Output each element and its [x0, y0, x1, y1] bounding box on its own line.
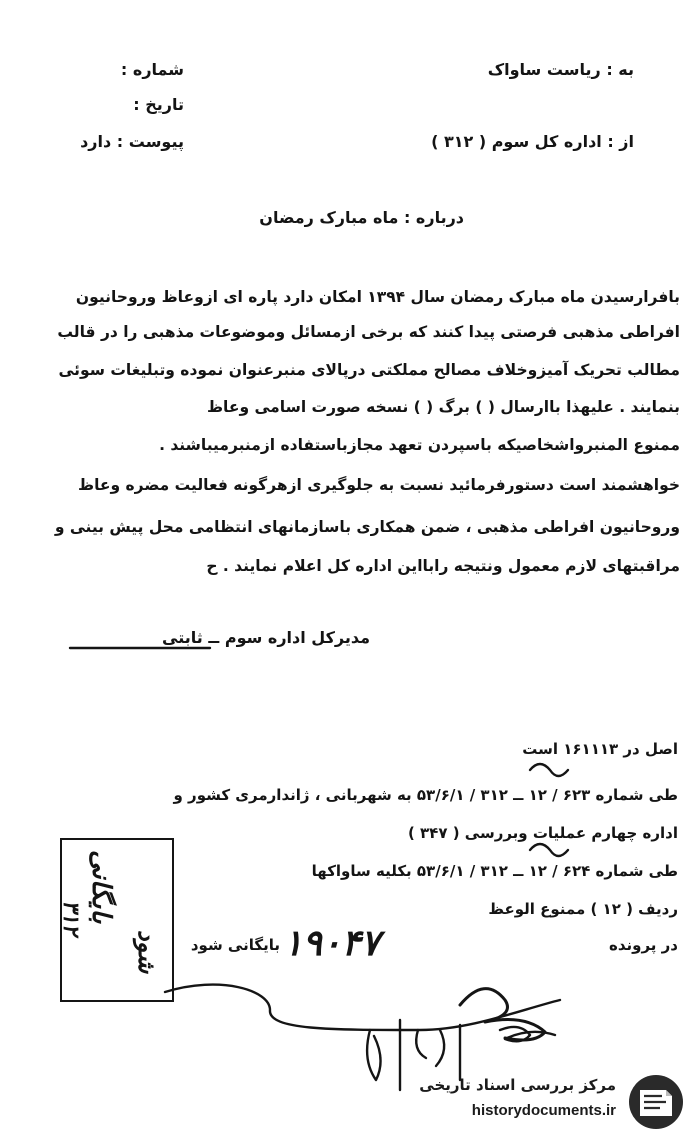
note-line-2: اداره چهارم عملیات وبررسی ( ۳۴۷ ) [407, 824, 678, 842]
note-line-3: طی شماره ۶۲۴ / ۱۲ ــ ۳۱۲ / ۵۳/۶/۱ بکلیه ساواکها [311, 862, 678, 880]
hand-date-1 [367, 1030, 380, 1080]
body-line-7: وروحانیون افراطی مذهبی ، ضمن همکاری باسازمانهای انتظامی محل پیش بینی و [54, 518, 680, 536]
body-line-1: بافرارسیدن ماه مبارک رمضان سال ۱۳۹۴ امکان دارد پاره ای ازوعاظ وروحانیون [75, 288, 680, 306]
body-line-2: افراطی مذهبی فرصتی پیدا کنند که برخی ازمسائل وموضوعات مذهبی را در قالب [57, 323, 680, 341]
body-line-4: بنمایند . علیهذا باارسال ( ) برگ ( ) نسخه صورت اسامی وعاظ [206, 398, 680, 416]
body-line-5: ممنوع المنبرواشخاصیکه باسپردن تعهد مجازباستفاده ازمنبرمیباشند . [159, 436, 680, 454]
number-field: شماره : [120, 60, 184, 79]
date-field: تاریخ : [133, 95, 184, 114]
connector-stroke [165, 985, 560, 1030]
body-line-6: خواهشمند است دستورفرمائید نسبت به جلوگیری ازهرگونه فعالیت مضره وعاظ [77, 476, 680, 494]
to-line: به : ریاست ساواک [487, 60, 634, 79]
attachment-field: پیوست : دارد [80, 132, 184, 151]
hand-mark-624 [530, 844, 568, 856]
watermark-logo-icon [626, 1072, 686, 1132]
note-row: ردیف ( ۱۲ ) ممنوع الوعظ [488, 900, 678, 918]
watermark [386, 1072, 686, 1134]
stamp-text-number: ۳۱۲ [58, 900, 84, 936]
note-file-label: در پرونده [609, 936, 678, 954]
body-line-8: مراقبتهای لازم معمول ونتیجه رابااین اداره کل اعلام نمایند . ح [206, 557, 680, 575]
watermark-title: مرکز بررسی اسناد تاریخی [419, 1076, 616, 1094]
hand-mark-623 [530, 764, 568, 776]
stamp-text-top: بایگانی [86, 850, 116, 924]
signature-line: مدیرکل اداره سوم ــ ثابتی [162, 628, 370, 647]
note-line-1: طی شماره ۶۲۳ / ۱۲ ــ ۳۱۲ / ۵۳/۶/۱ به شهربانی ، ژاندارمری کشور و [173, 786, 678, 804]
watermark-url: historydocuments.ir [471, 1102, 616, 1119]
note-file-number: ۱۹۰۴۷ [283, 922, 380, 964]
from-line: از : اداره کل سوم ( ۳۱۲ ) [431, 132, 634, 151]
note-archive: بایگانی شود [190, 936, 280, 954]
body-line-3: مطالب تحریک آمیزوخلاف مصالح مملکتی درپالای منبرعنوان نموده وتبلیغات سوئی [58, 361, 680, 379]
subject-line: درباره : ماه مبارک رمضان [259, 208, 464, 227]
note-original: اصل در ۱۶۱۱۱۳ است [522, 740, 678, 758]
stamp-text-middle: شود [133, 930, 162, 974]
